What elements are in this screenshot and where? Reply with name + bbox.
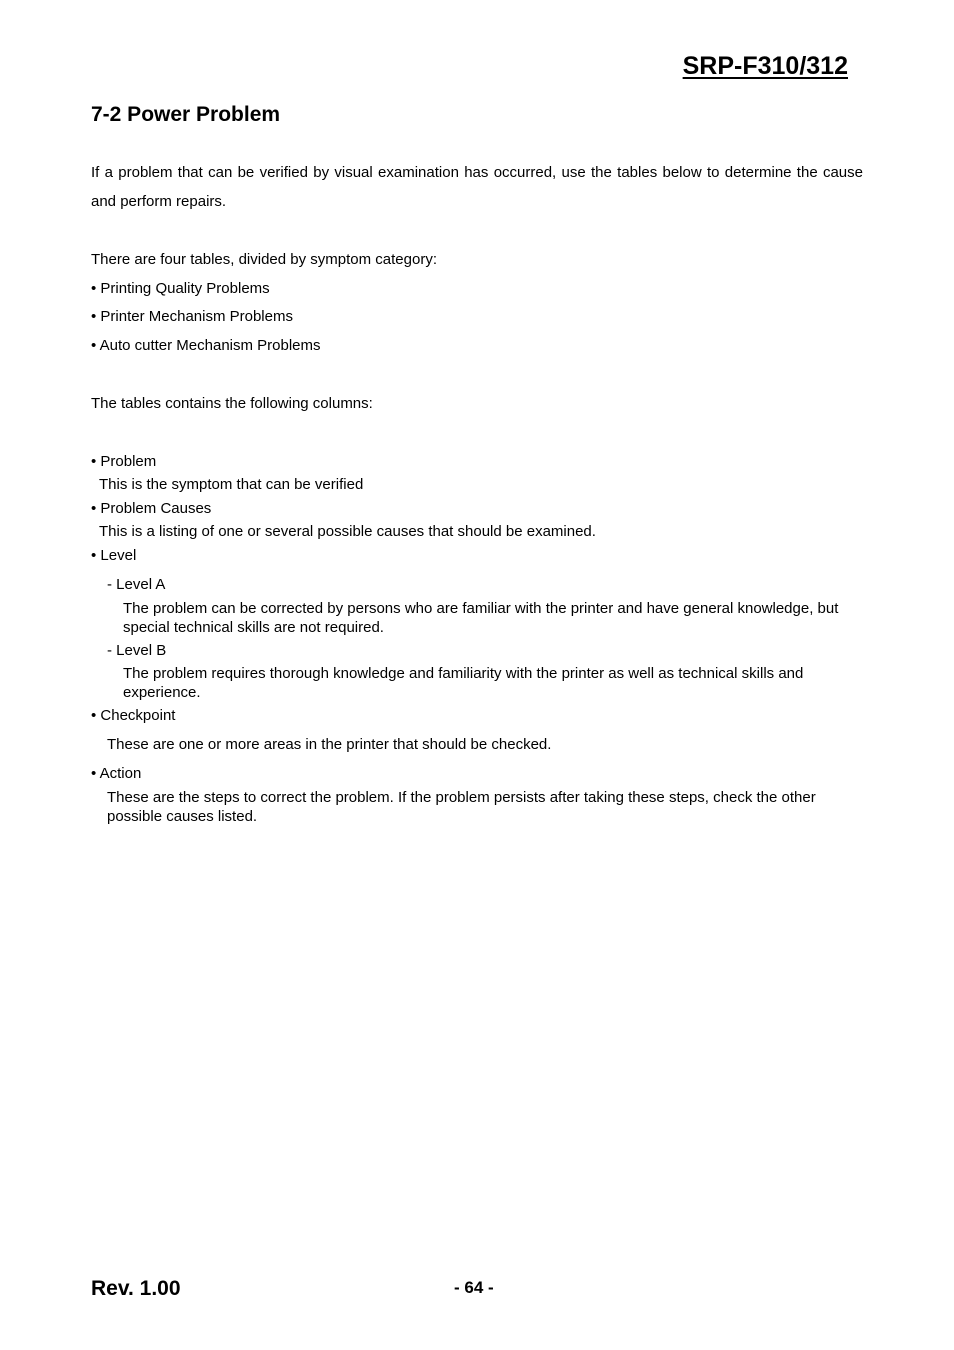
section-heading: 7-2 Power Problem — [91, 103, 281, 126]
page-number: - 64 - — [454, 1278, 494, 1297]
column-action-desc: These are the steps to correct the problem. If the problem persists after taking these steps, check the other possible causes listed. — [107, 789, 816, 825]
level-a-label: - Level A — [107, 576, 166, 593]
revision-label: Rev. 1.00 — [91, 1277, 181, 1300]
column-action-label: • Action — [91, 765, 142, 782]
column-level-label: • Level — [91, 547, 137, 564]
column-problem-desc: This is the symptom that can be verified — [99, 476, 364, 493]
model-title: SRP-F310/312 — [682, 52, 848, 80]
column-causes-label: • Problem Causes — [91, 500, 212, 517]
category-item-printer-mechanism: • Printer Mechanism Problems — [91, 308, 293, 325]
tables-intro-text: There are four tables, divided by symptom category: — [91, 251, 437, 268]
column-causes-desc: This is a listing of one or several possible causes that should be examined. — [99, 523, 596, 540]
level-b-desc: The problem requires thorough knowledge and familiarity with the printer as well as technical skills and experience. — [123, 665, 804, 701]
columns-intro-text: The tables contains the following columns: — [91, 395, 373, 412]
column-problem-label: • Problem — [91, 453, 157, 470]
category-item-auto-cutter: • Auto cutter Mechanism Problems — [91, 337, 321, 354]
column-checkpoint-desc: These are one or more areas in the printer that should be checked. — [107, 736, 552, 753]
category-item-printing-quality: • Printing Quality Problems — [91, 280, 270, 297]
level-a-desc: The problem can be corrected by persons who are familiar with the printer and have general knowledge, but special technical skills are not required. — [123, 600, 839, 636]
intro-paragraph: If a problem that can be verified by visual examination has occurred, use the tables below to determine the cause and perform repairs. — [91, 164, 863, 210]
level-b-label: - Level B — [107, 642, 167, 659]
column-checkpoint-label: • Checkpoint — [91, 707, 176, 724]
